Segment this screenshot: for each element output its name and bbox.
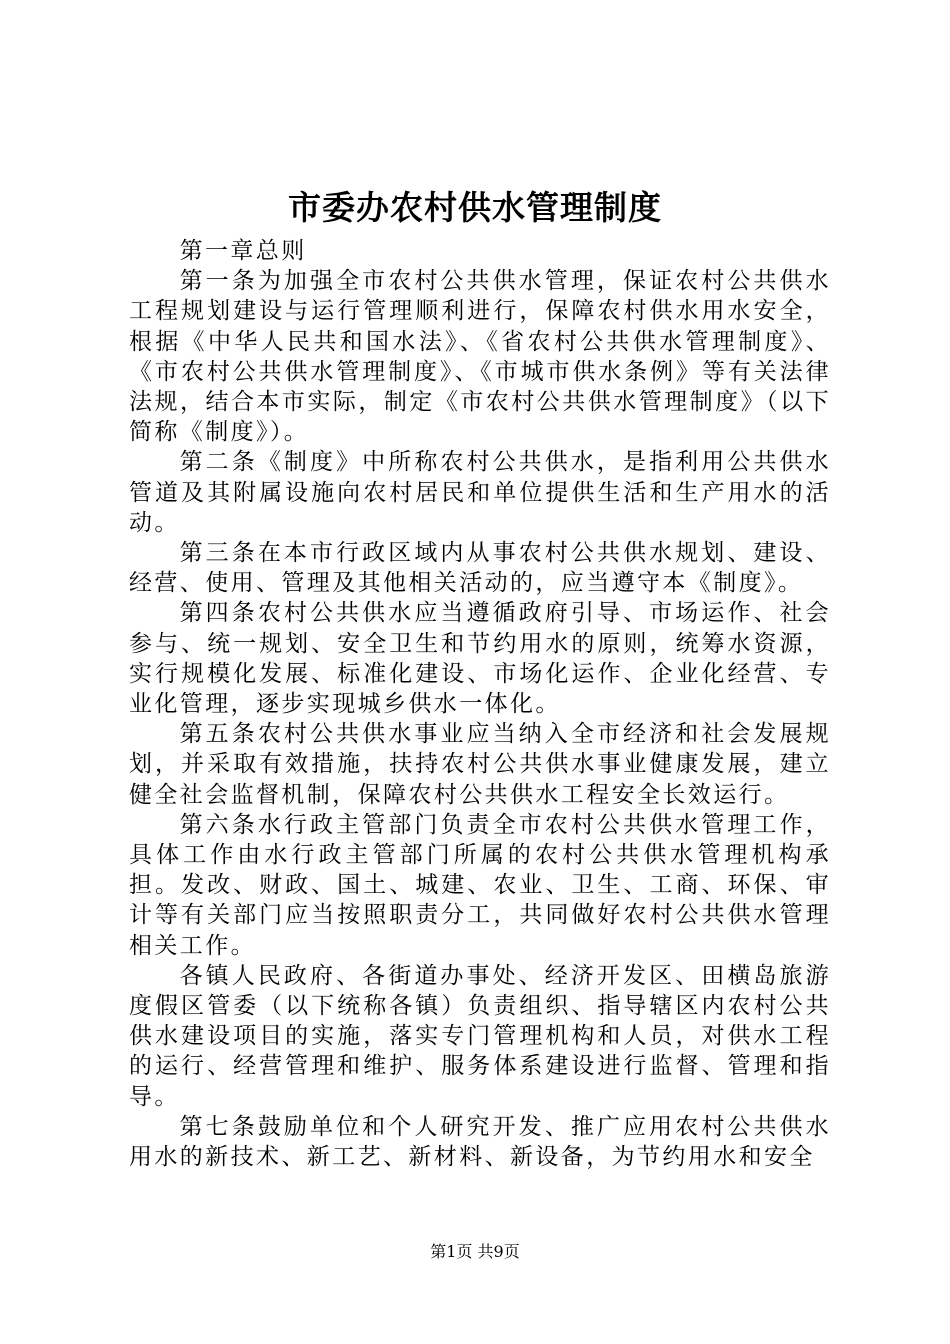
article-4-paragraph: 第四条农村公共供水应当遵循政府引导、市场运作、社会参与、统一规划、安全卫生和节约用水的原则，统筹水资源，实行规模化发展、标准化建设、市场化运作、企业化经营、专业化管理，逐步实现城乡供水一体化。 [129,600,831,718]
article-7-paragraph: 第七条鼓励单位和个人研究开发、推广应用农村公共供水用水的新技术、新工艺、新材料、新设备，为节约用水和安全 [129,1113,831,1171]
article-2-paragraph: 第二条《制度》中所称农村公共供水，是指利用公共供水管道及其附属设施向农村居民和单位提供生活和生产用水的活动。 [129,449,831,536]
article-6-continuation-paragraph: 各镇人民政府、各街道办事处、经济开发区、田横岛旅游度假区管委（以下统称各镇）负责组织、指导辖区内农村公共供水建设项目的实施，落实专门管理机构和人员，对供水工程的运行、经营管理和维护、服务体系建设进行监督、管理和指导。 [129,962,831,1110]
article-3-paragraph: 第三条在本市行政区域内从事农村公共供水规划、建设、经营、使用、管理及其他相关活动的，应当遵守本《制度》。 [129,540,831,597]
document-title: 市委办农村供水管理制度 [288,188,662,227]
article-6-paragraph: 第六条水行政主管部门负责全市农村公共供水管理工作，具体工作由水行政主管部门所属的农村公共供水管理机构承担。发改、财政、国土、城建、农业、卫生、工商、环保、审计等有关部门应当按照职责分工，共同做好农村公共供水管理相关工作。 [129,811,831,959]
document-body [129,236,831,1172]
article-1-paragraph: 第一条为加强全市农村公共供水管理，保证农村公共供水工程规划建设与运行管理顺利进行，保障农村供水用水安全，根据《中华人民共和国水法》、《省农村公共供水管理制度》、《市农村公共供水管理制度》、《市城市供水条例》等有关法律法规，结合本市实际，制定《市农村公共供水管理制度》（以下简称《制度》）。 [129,268,831,446]
article-5-paragraph: 第五条农村公共供水事业应当纳入全市经济和社会发展规划，并采取有效措施，扶持农村公共供水事业健康发展，建立健全社会监督机制，保障农村公共供水工程安全长效运行。 [129,721,831,808]
page-number-footer: 第1页 共9页 [430,1242,520,1261]
chapter-heading: 第一章总则 [179,238,307,264]
